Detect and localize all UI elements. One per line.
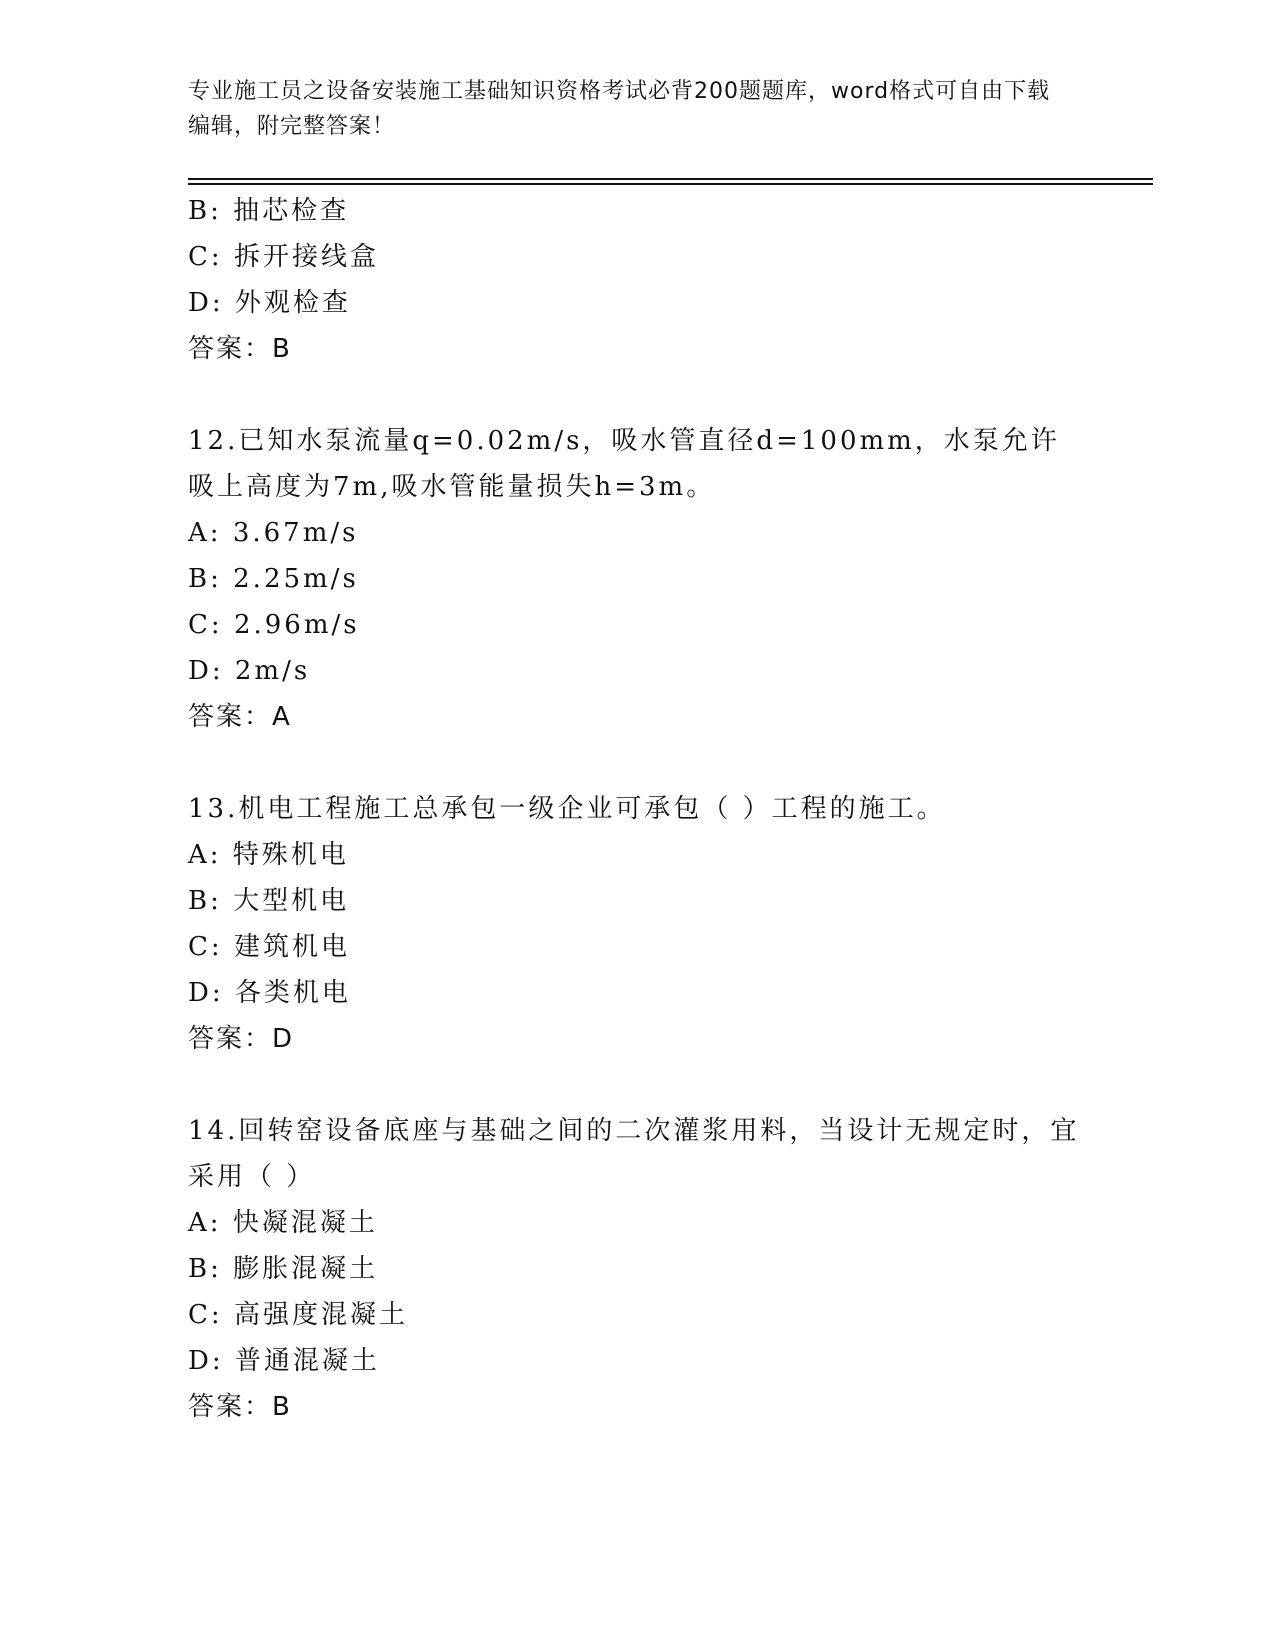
option-text: 2.96m/s [233,610,360,640]
option-c: C: 高强度混凝土 [188,1300,408,1330]
option-text: 快凝混凝土 [232,1208,378,1238]
answer-line: 答案：A [188,702,292,732]
option-letter: D [188,978,212,1008]
answer-line: 答案：B [188,334,292,364]
option-letter: B [188,1254,211,1284]
option-d: D: 外观检查 [188,288,351,318]
option-b: B: 2.25m/s [188,564,359,594]
option-letter: A [188,1208,210,1238]
option-letter: B [188,196,211,226]
option-text: 抽芯检查 [233,196,350,226]
header-divider-top [188,178,1153,180]
question-13 [188,786,1088,1062]
option-b: B: 抽芯检查 [188,196,350,226]
option-letter: D [188,1346,212,1376]
option-text: 外观检查 [234,288,351,318]
question-14 [188,1108,1088,1430]
option-text: 2m/s [234,656,311,686]
document-header [188,74,1068,144]
option-letter: D [188,656,212,686]
option-d: D: 普通混凝土 [188,1346,380,1376]
question-list [188,188,1088,1430]
question-text: 回转窑设备底座与基础之间的二次灌浆用料，当设计无规定时，宜采用（ ） [188,1116,1080,1192]
option-text: 各类机电 [234,978,351,1008]
option-letter: C [188,242,211,272]
option-a: A: 3.67m/s [188,518,359,548]
option-b: B: 大型机电 [188,886,350,916]
answer-line: 答案：D [188,1024,295,1054]
question-text: 机电工程施工总承包一级企业可承包（ ）工程的施工。 [238,794,946,824]
option-text: 膨胀混凝土 [233,1254,379,1284]
question-text: 已知水泵流量q=0.02m/s，吸水管直径d=100mm，水泵允许吸上高度为7m,吸水管能量损失h=3m。 [188,426,1060,502]
option-text: 普通混凝土 [234,1346,380,1376]
option-text: 3.67m/s [232,518,359,548]
option-letter: C [188,1300,211,1330]
option-text: 大型机电 [233,886,350,916]
option-text: 特殊机电 [232,840,349,870]
option-b: B: 膨胀混凝土 [188,1254,379,1284]
question-11-tail [188,188,1088,372]
option-c: C: 2.96m/s [188,610,360,640]
option-letter: B [188,564,211,594]
option-letter: D [188,288,212,318]
option-letter: B [188,886,211,916]
option-a: A: 特殊机电 [188,840,349,870]
option-text: 拆开接线盒 [233,242,379,272]
question-stem [188,1108,1088,1200]
option-a: A: 快凝混凝土 [188,1208,378,1238]
question-number: 13. [188,794,239,824]
option-text: 2.25m/s [233,564,359,594]
question-12 [188,418,1088,740]
option-text: 建筑机电 [233,932,350,962]
question-stem [188,786,1088,832]
option-letter: C [188,932,211,962]
option-d: D: 各类机电 [188,978,351,1008]
option-d: D: 2m/s [188,656,311,686]
answer-line: 答案：B [188,1392,292,1422]
question-number: 12. [188,426,239,456]
option-text: 高强度混凝土 [233,1300,408,1330]
question-stem [188,418,1088,510]
header-divider-bottom [188,183,1153,185]
option-c: C: 建筑机电 [188,932,350,962]
question-number: 14. [188,1116,239,1146]
option-c: C: 拆开接线盒 [188,242,379,272]
document-title: 专业施工员之设备安装施工基础知识资格考试必背200题题库，word格式可自由下载编辑，附完整答案！ [188,79,1051,139]
option-letter: C [188,610,211,640]
option-letter: A [188,840,210,870]
option-letter: A [188,518,210,548]
